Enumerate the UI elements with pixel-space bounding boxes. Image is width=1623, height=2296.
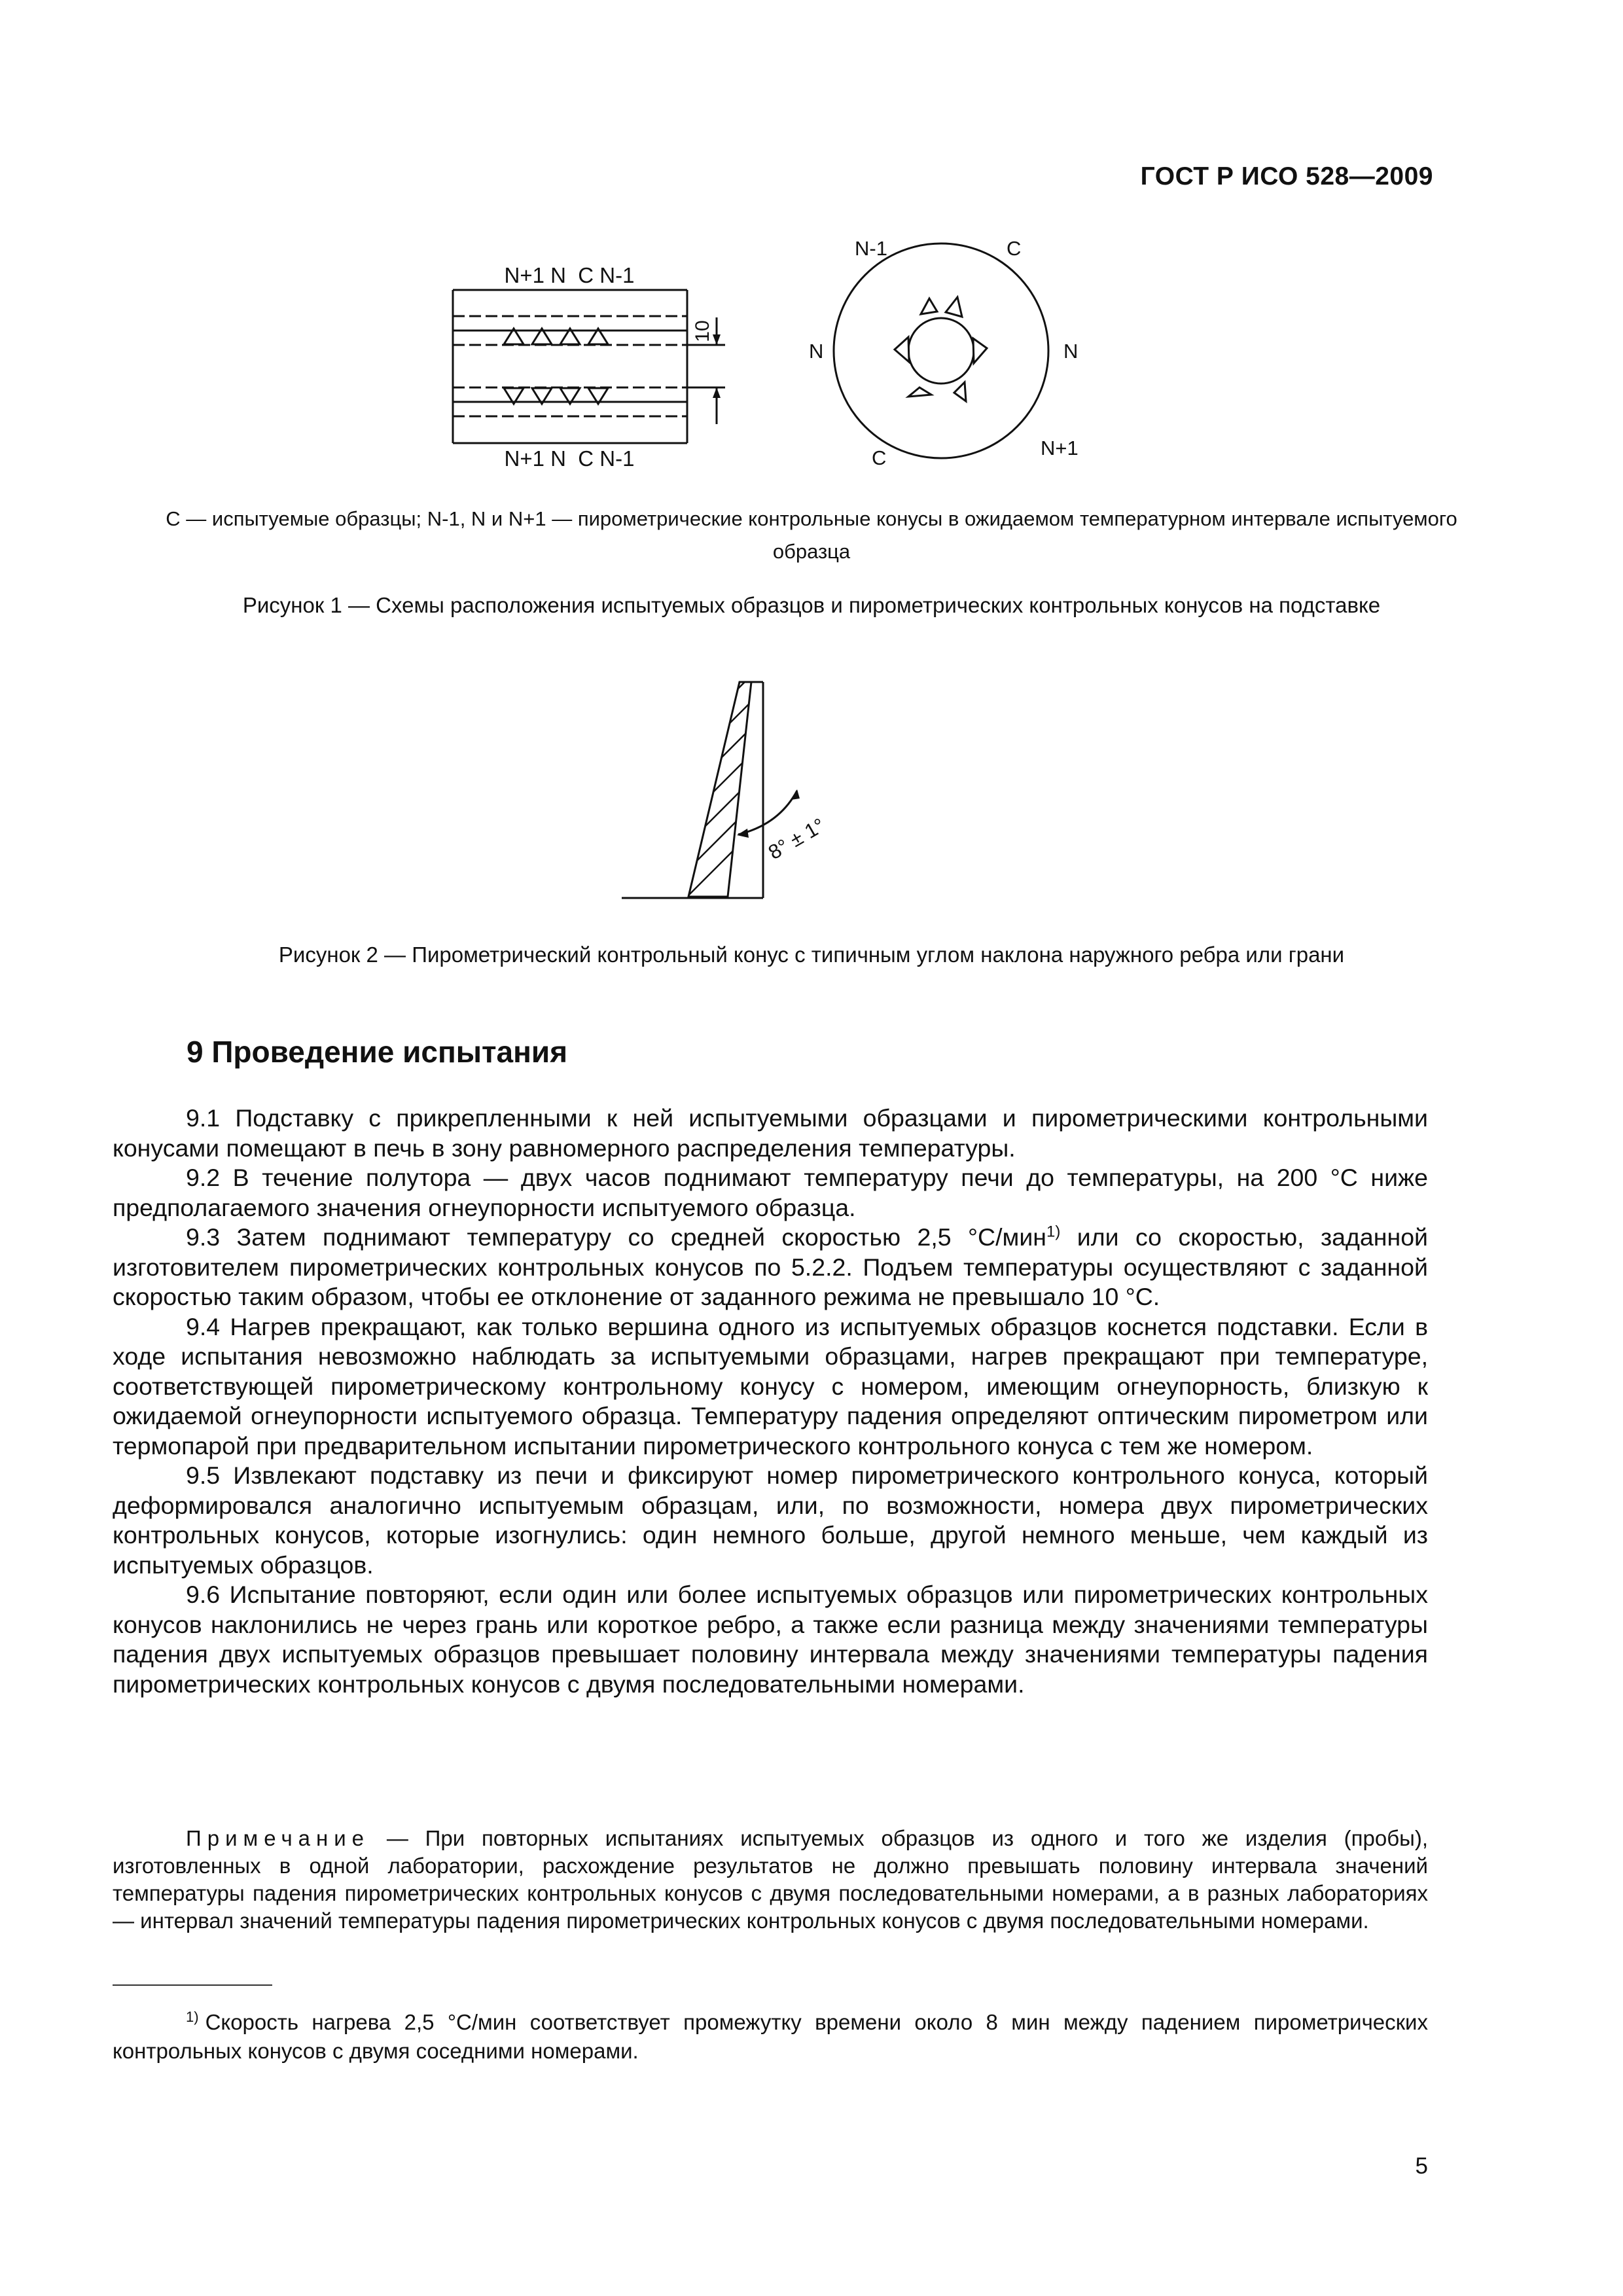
paragraph-9-3-end: или со скоростью, заданной изготовителем пирометрических контрольных конусов по 5.2.2. Подъем температуры осуществляют с заданной скоростью таким образом, чтобы ее отклонение от заданного режима не превышало 10 °С. [113, 1223, 1429, 1310]
figure1-ring-diagram [809, 229, 1119, 478]
paragraph-9-4: 9.4 Нагрев прекращают, как только вершина одного из испытуемых образцов коснется подставки. Если в ходе испытания невозможно наблюдать за испытуемыми образцами, нагрев прекращают при температуре, соответствующей пирометрическому контрольному конусу с номером, имеющим огнеупорность, близкую к ожидаемой огнеупорности испытуемого образца. Температуру падения определяют оптическим пирометром или термопарой при предварительном испытании пирометрического контрольного конуса с тем же номером. [113, 1312, 1428, 1460]
footnote [113, 2008, 1428, 2066]
ring-label-bottom-right: N+1 [1041, 437, 1079, 459]
document-header: ГОСТ Р ИСО 528—2009 [1140, 162, 1433, 190]
note-text: — При повторных испытаниях испытуемых образцов из одного и того же изделия (пробы), изготовленных в одной лаборатории, расхождение результатов не должно превышать половину интервала значений температуры падения пирометрических контрольных конусов с двумя последовательными номерами, а в разных лабораториях — интервал значений температуры падения пирометрических контрольных конусов с двумя последовательными номерами. [113, 1826, 1428, 1933]
ring-label-top-left: N-1 [855, 237, 887, 260]
figure2-caption: Рисунок 2 — Пирометрический контрольный конус с типичным углом наклона наружного ребра или грани [278, 942, 1345, 967]
figure1-stand-diagram [452, 262, 753, 471]
stand-labels-top: N+1 N C N-1 [504, 263, 635, 287]
stand-dimension-label: 10 [692, 320, 713, 342]
figure2-cone-diagram [622, 674, 949, 910]
paragraph-9-5: 9.5 Извлекают подставку из печи и фиксируют номер пирометрического контрольного конуса, который деформировался аналогично испытуемым образцам, или, по возможности, номера двух пирометрических контрольных конусов, которые изогнулись: один немного больше, другой немного меньше, чем каждый из испытуемых образцов. [113, 1462, 1428, 1579]
page-number: 5 [1415, 2153, 1428, 2179]
footnote-marker: 1) [186, 2009, 199, 2025]
paragraph-9-3 [113, 1223, 1428, 1312]
ring-label-bottom-left: C [872, 446, 887, 469]
paragraph-9-1: 9.1 Подставку с прикрепленными к ней испытуемыми образцами и пирометрическими контрольными конусами помещают в печь в зону равномерного распределения температуры. [113, 1104, 1428, 1162]
section-body [113, 1103, 1428, 1699]
ring-label-left: N [809, 340, 824, 363]
ring-label-top-right: C [1007, 237, 1022, 260]
paragraph-9-2: 9.2 В течение полутора — двух часов поднимают температуру печи до температуры, на 200 °С ниже предполагаемого значения огнеупорности испытуемого образца. [113, 1164, 1428, 1221]
note-label: Примечание [186, 1826, 370, 1850]
figure1-legend: С — испытуемые образцы; N-1, N и N+1 — пирометрические контрольные конусы в ожидаемом температурном интервале испытуемого образца [166, 507, 1457, 563]
ring-label-right: N [1063, 340, 1079, 363]
section-title: 9 Проведение испытания [187, 1035, 568, 1069]
stand-labels-bottom: N+1 N C N-1 [504, 446, 635, 471]
paragraph-9-6: 9.6 Испытание повторяют, если один или более испытуемых образцов или пирометрических контрольных конусов наклонились не через грань или короткое ребро, а также если разница между значениями температуры падения двух испытуемых образцов превышает половину интервала между значениями температуры падения пирометрических контрольных конусов с двумя последовательными номерами. [113, 1581, 1428, 1698]
footnote-ref: 1) [1046, 1223, 1061, 1241]
footnote-text: Скорость нагрева 2,5 °С/мин соответствует промежутку времени около 8 мин между падением пирометрических контрольных конусов с двумя соседними номерами. [113, 2010, 1428, 2063]
paragraph-9-3-start: 9.3 Затем поднимают температуру со средней скоростью 2,5 °С/мин [186, 1223, 1046, 1251]
figure1-caption: Рисунок 1 — Схемы расположения испытуемых образцов и пирометрических контрольных конусов на подставке [242, 593, 1381, 617]
cone-angle-label: 8° ± 1° [764, 813, 829, 865]
footnote-divider [113, 1984, 272, 1986]
note-block [113, 1825, 1428, 1935]
